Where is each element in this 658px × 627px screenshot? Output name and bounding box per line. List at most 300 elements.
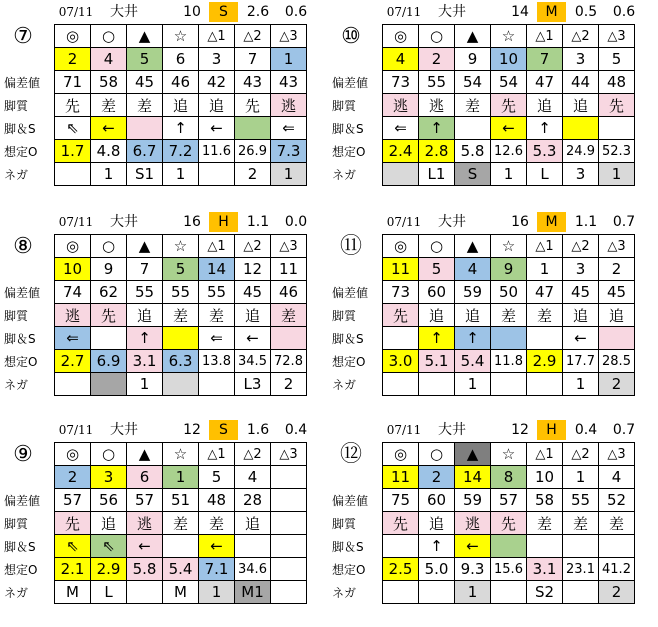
table-row [55,466,307,489]
dev-cell: 45 [127,71,163,94]
marks-cell: △2 [563,443,599,466]
odds-cell: 15.6 [491,558,527,581]
row-label: 脚質 [332,309,357,323]
style-cell: 逃 [383,94,419,117]
dev-cell: 60 [419,281,455,304]
race-panel-11 [330,210,658,419]
horses-cell: 10 [491,48,527,71]
odds-cell: 7.1 [199,558,235,581]
row-label: 偏差値 [4,76,41,90]
table-row [383,489,635,512]
odds-cell: 5.8 [127,558,163,581]
horses-cell: 5 [127,48,163,71]
pos-cell: ← [563,327,599,350]
index-value-2: 0.4 [284,422,308,438]
style-cell: 先 [491,94,527,117]
odds-cell [271,558,307,581]
odds-cell: 3.1 [527,558,563,581]
horses-cell: 6 [163,48,199,71]
nega-cell [419,373,455,396]
style-cell: 逃 [271,94,307,117]
index-value-1: 0.4 [574,422,598,438]
dev-cell: 48 [199,489,235,512]
field-size: 10 [183,4,201,20]
marks-cell: ▲ [127,443,163,466]
style-cell: 追 [419,304,455,327]
table-row [55,512,307,535]
marks-cell: ◎ [383,25,419,48]
style-cell: 逃 [127,512,163,535]
marks-cell: △3 [599,235,635,258]
pos-cell: ↑ [419,117,455,140]
horses-cell: 5 [419,258,455,281]
odds-cell: 5.8 [455,140,491,163]
pos-cell: ← [235,327,271,350]
pos-cell [163,535,199,558]
nega-cell [271,581,307,604]
row-label: 脚質 [332,517,357,531]
field-size: 12 [511,422,529,438]
row-label: 偏差値 [332,286,369,300]
nega-cell: 1 [491,163,527,186]
marks-cell: ☆ [163,25,199,48]
table-row [383,235,635,258]
odds-cell: 5.3 [527,140,563,163]
dev-cell: 52 [599,489,635,512]
horses-cell: 1 [271,48,307,71]
dev-cell: 54 [491,71,527,94]
pos-cell: ↑ [127,327,163,350]
odds-cell: 5.0 [419,558,455,581]
odds-cell: 2.9 [527,350,563,373]
marks-cell: ○ [91,25,127,48]
style-cell: 差 [91,94,127,117]
style-cell [271,512,307,535]
pos-cell: ← [455,535,491,558]
pos-cell: ⇖ [55,117,91,140]
nega-cell [419,581,455,604]
field-size: 16 [183,214,201,230]
pos-cell [599,535,635,558]
nega-cell: 1 [563,373,599,396]
dev-cell: 51 [163,489,199,512]
index-value-1: 1.1 [574,214,598,230]
dev-cell: 48 [599,71,635,94]
row-label: ネガ [332,586,357,600]
dev-cell: 59 [455,489,491,512]
table-row [383,281,635,304]
marks-cell: △1 [199,25,235,48]
marks-cell: ☆ [163,443,199,466]
horse-table [54,24,307,186]
index-value-2: 0.6 [612,4,636,20]
index-value-2: 0.6 [284,4,308,20]
row-label: 脚＆S [332,332,364,346]
nega-cell [563,581,599,604]
row-label: ネガ [4,586,29,600]
nega-cell: M [55,581,91,604]
marks-cell: △3 [271,235,307,258]
dev-cell: 74 [55,281,91,304]
horses-cell: 1 [527,258,563,281]
table-row [383,140,635,163]
dev-cell: 28 [235,489,271,512]
nega-cell [127,581,163,604]
horses-cell [271,466,307,489]
pos-cell [271,327,307,350]
table-row [383,25,635,48]
odds-cell: 11.6 [199,140,235,163]
marks-cell: ☆ [163,235,199,258]
nega-cell: 2 [599,373,635,396]
table-row [383,535,635,558]
odds-cell: 4.8 [91,140,127,163]
table-row [55,258,307,281]
marks-cell: △1 [527,443,563,466]
index-value-1: 1.1 [246,214,270,230]
marks-cell: ▲ [455,25,491,48]
odds-cell: 28.5 [599,350,635,373]
nega-cell: 1 [127,373,163,396]
dev-cell: 73 [383,71,419,94]
table-row [383,466,635,489]
marks-cell: △1 [527,235,563,258]
style-cell: 先 [491,512,527,535]
horses-cell: 1 [163,466,199,489]
dev-cell: 44 [563,71,599,94]
nega-cell: L [527,163,563,186]
dev-cell: 42 [199,71,235,94]
dev-cell: 45 [563,281,599,304]
dev-cell: 60 [419,489,455,512]
nega-cell: 2 [271,373,307,396]
horses-cell: 7 [235,48,271,71]
dev-cell: 71 [55,71,91,94]
style-cell: 差 [563,512,599,535]
race-number: ⑦ [13,24,33,49]
horses-cell: 7 [127,258,163,281]
pos-cell [271,535,307,558]
marks-cell: △3 [599,25,635,48]
nega-cell: M1 [235,581,271,604]
horses-cell: 2 [55,48,91,71]
table-row [55,327,307,350]
table-row [383,443,635,466]
venue-name: 大井 [438,422,466,438]
marks-cell: ▲ [455,443,491,466]
table-row [55,235,307,258]
odds-cell: 17.7 [563,350,599,373]
dev-cell: 55 [563,489,599,512]
row-label: 想定O [332,145,366,159]
table-row [383,373,635,396]
table-row [383,48,635,71]
index-value-1: 1.6 [246,422,270,438]
table-row [55,558,307,581]
marks-cell: ☆ [491,235,527,258]
row-label: 想定O [4,563,38,577]
odds-cell: 26.9 [235,140,271,163]
row-label: 脚質 [332,99,357,113]
nega-cell [91,373,127,396]
nega-cell [383,163,419,186]
table-row [383,117,635,140]
dev-cell: 45 [235,281,271,304]
index-value-2: 0.0 [284,214,308,230]
nega-cell: 1 [599,163,635,186]
pos-cell: ⇖ [91,535,127,558]
pos-cell [383,535,419,558]
horse-table [382,442,635,604]
pace-class-badge: M [537,212,566,232]
nega-cell [491,373,527,396]
horses-cell: 11 [383,466,419,489]
horses-cell: 4 [599,466,635,489]
nega-cell: S2 [527,581,563,604]
style-cell: 追 [127,304,163,327]
dev-cell: 46 [271,281,307,304]
marks-cell: ▲ [127,25,163,48]
nega-cell [383,373,419,396]
table-row [383,327,635,350]
pos-cell [599,327,635,350]
style-cell: 先 [91,304,127,327]
venue-name: 大井 [110,422,138,438]
marks-cell: ○ [419,25,455,48]
table-row [55,48,307,71]
style-cell: 追 [455,304,491,327]
horses-cell: 2 [419,466,455,489]
dev-cell: 47 [527,71,563,94]
venue-name: 大井 [110,214,138,230]
horse-table [382,234,635,396]
marks-cell: △2 [235,235,271,258]
dev-cell: 58 [527,489,563,512]
marks-cell: ◎ [55,235,91,258]
horses-cell: 4 [383,48,419,71]
style-cell: 追 [419,512,455,535]
dev-cell: 59 [455,281,491,304]
table-row [55,71,307,94]
nega-cell: 1 [455,581,491,604]
horses-cell: 3 [91,466,127,489]
horses-cell: 9 [91,258,127,281]
horses-cell: 7 [527,48,563,71]
nega-cell: 1 [163,163,199,186]
odds-cell: 2.4 [383,140,419,163]
pos-cell [163,327,199,350]
horses-cell: 2 [599,258,635,281]
race-panel-9 [2,418,332,627]
venue-name: 大井 [110,4,138,20]
table-row [383,94,635,117]
marks-cell: △1 [527,25,563,48]
row-label: ネガ [4,378,29,392]
style-cell: 差 [127,94,163,117]
marks-cell: ○ [91,443,127,466]
dev-cell [271,489,307,512]
dev-cell: 57 [55,489,91,512]
pos-cell [527,327,563,350]
row-label: 脚＆S [332,540,364,554]
style-cell: 追 [599,304,635,327]
pace-class-badge: H [537,420,566,440]
dev-cell: 43 [235,71,271,94]
marks-cell: ◎ [55,443,91,466]
table-row [55,373,307,396]
style-cell: 差 [527,512,563,535]
odds-cell: 6.7 [127,140,163,163]
odds-cell: 34.6 [235,558,271,581]
pos-cell [563,535,599,558]
marks-cell: △2 [235,443,271,466]
style-cell: 差 [527,304,563,327]
index-value-1: 0.5 [574,4,598,20]
dev-cell: 58 [91,71,127,94]
odds-cell: 7.2 [163,140,199,163]
horses-cell: 4 [455,258,491,281]
table-row [55,535,307,558]
row-label: 脚＆S [4,122,36,136]
nega-cell: L1 [419,163,455,186]
style-cell: 差 [163,512,199,535]
race-date: 07/11 [386,423,422,437]
style-cell: 先 [383,512,419,535]
row-label: 想定O [332,355,366,369]
pos-cell: ↑ [527,117,563,140]
row-label: 脚質 [4,309,29,323]
horses-cell: 3 [563,258,599,281]
table-row [55,581,307,604]
marks-cell: ▲ [127,235,163,258]
table-row [55,117,307,140]
odds-cell: 23.1 [563,558,599,581]
nega-cell: M [163,581,199,604]
horses-cell: 9 [455,48,491,71]
odds-cell: 2.7 [55,350,91,373]
table-row [383,581,635,604]
race-number: ⑪ [339,234,362,259]
style-cell: 差 [599,512,635,535]
pos-cell: ⇐ [383,117,419,140]
pos-cell: ↑ [419,327,455,350]
pos-cell: ↑ [163,117,199,140]
style-cell: 追 [163,94,199,117]
style-cell: 追 [563,304,599,327]
dev-cell: 55 [419,71,455,94]
nega-cell: 1 [271,163,307,186]
odds-cell: 2.9 [91,558,127,581]
dev-cell: 47 [527,281,563,304]
marks-cell: ○ [91,235,127,258]
race-date: 07/11 [386,5,422,19]
row-label: ネガ [332,168,357,182]
horses-cell: 4 [91,48,127,71]
horses-cell: 14 [199,258,235,281]
row-label: 偏差値 [4,494,41,508]
style-cell: 追 [563,94,599,117]
marks-cell: ☆ [491,443,527,466]
marks-cell: △2 [563,235,599,258]
horses-cell: 2 [419,48,455,71]
dev-cell: 45 [599,281,635,304]
horses-cell: 11 [271,258,307,281]
dev-cell: 57 [491,489,527,512]
pos-cell: ← [199,117,235,140]
table-row [55,443,307,466]
style-cell: 逃 [419,94,455,117]
row-label: 脚質 [4,517,29,531]
table-row [55,281,307,304]
pace-class-badge: M [537,2,566,22]
odds-cell: 1.7 [55,140,91,163]
pace-class-badge: H [209,212,238,232]
pos-cell [235,535,271,558]
odds-cell: 5.1 [419,350,455,373]
nega-cell: 1 [91,163,127,186]
nega-cell: 3 [563,163,599,186]
nega-cell [199,163,235,186]
row-label: 想定O [4,355,38,369]
horses-cell: 12 [235,258,271,281]
dev-cell: 54 [455,71,491,94]
pos-cell [127,117,163,140]
odds-cell: 41.2 [599,558,635,581]
row-label: 想定O [4,145,38,159]
odds-cell: 7.3 [271,140,307,163]
pos-cell [527,535,563,558]
horses-cell: 9 [491,258,527,281]
marks-cell: ◎ [383,443,419,466]
table-row [55,489,307,512]
style-cell: 追 [527,94,563,117]
horses-cell: 14 [455,466,491,489]
row-label: 脚＆S [332,122,364,136]
odds-cell: 2.1 [55,558,91,581]
field-size: 14 [511,4,529,20]
pos-cell [491,535,527,558]
nega-cell [491,581,527,604]
marks-cell: ○ [419,235,455,258]
nega-cell: L [91,581,127,604]
row-label: 偏差値 [4,286,41,300]
race-number: ⑩ [341,24,361,49]
table-row [383,350,635,373]
pos-cell: ← [199,535,235,558]
horses-cell: 11 [383,258,419,281]
race-date: 07/11 [58,5,94,19]
style-cell: 逃 [455,512,491,535]
style-cell: 先 [55,512,91,535]
dev-cell: 50 [491,281,527,304]
race-number: ⑧ [13,234,33,259]
table-row [55,304,307,327]
race-date: 07/11 [58,423,94,437]
row-label: ネガ [4,168,29,182]
marks-cell: ◎ [383,235,419,258]
marks-cell: ○ [419,443,455,466]
marks-cell: ▲ [455,235,491,258]
pos-cell: ↑ [455,327,491,350]
row-label: 偏差値 [332,494,369,508]
style-cell: 追 [91,512,127,535]
row-label: 脚＆S [4,540,36,554]
odds-cell: 9.3 [455,558,491,581]
table-row [383,304,635,327]
nega-cell: S [455,163,491,186]
race-number: ⑨ [13,442,33,467]
index-value-1: 2.6 [246,4,270,20]
